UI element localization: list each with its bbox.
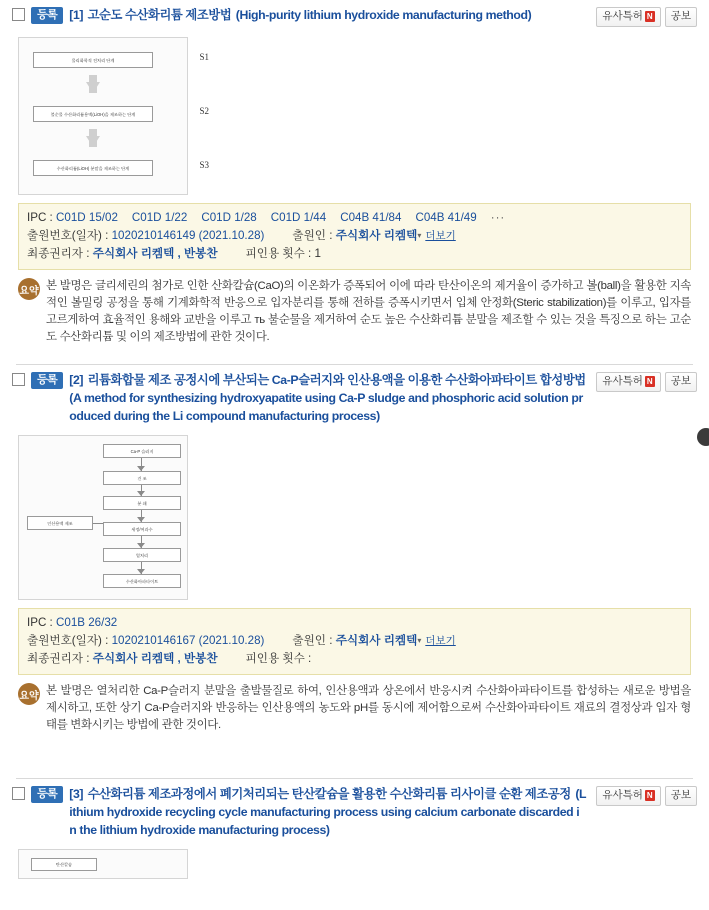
ipc-label: IPC : xyxy=(27,616,53,629)
abstract-badge: 요약 xyxy=(18,278,40,300)
figure-node: 수산화리튬(LiOH) 분말을 제조하는 단계 xyxy=(33,160,153,176)
chevron-down-icon[interactable]: ▾ xyxy=(417,231,422,240)
ipc-code[interactable]: C01B 26/32 xyxy=(56,616,118,629)
new-mark-icon: N xyxy=(646,791,653,800)
result-checkbox[interactable] xyxy=(12,373,25,386)
applicant-value[interactable]: 주식회사 리켐텍 xyxy=(335,634,418,647)
ipc-code[interactable]: C01D 1/22 xyxy=(131,211,188,224)
similar-patent-button[interactable] xyxy=(596,7,660,27)
gazette-button[interactable]: 공보 xyxy=(665,786,697,806)
status-badge: 등록 xyxy=(31,372,63,389)
applicant-label: 출원인 : xyxy=(292,634,333,647)
owner-label: 최종권리자 : xyxy=(27,652,90,665)
more-link[interactable]: 더보기 xyxy=(425,635,456,647)
result-title-en[interactable]: (High-purity lithium hydroxide manufacturing method) xyxy=(235,8,532,22)
figure-node: 열처리 xyxy=(103,548,181,562)
result-header xyxy=(8,0,701,31)
status-badge: 등록 xyxy=(31,7,63,24)
figure-arrow-icon xyxy=(86,82,100,93)
search-result-item xyxy=(0,365,709,779)
application-number-label: 출원번호(일자) : xyxy=(27,229,109,242)
application-row xyxy=(27,632,682,650)
similar-patent-label: 유사특허 xyxy=(602,789,643,801)
result-info xyxy=(18,203,691,270)
figure-node: 물리화학적 전처리 단계 xyxy=(33,52,153,68)
application-row xyxy=(27,227,682,245)
figure-node: 수산화아파타이트 xyxy=(103,574,181,588)
figure-side-node: 인산용액 제조 xyxy=(27,516,93,530)
ipc-label: IPC : xyxy=(27,211,53,224)
patent-figure[interactable] xyxy=(18,435,188,600)
figure-node: Ca-P 슬러지 xyxy=(103,444,181,458)
figure-node: 건 조 xyxy=(103,471,181,485)
abstract-text: 본 발명은 글리세린의 첨가로 인한 산화칼슘(CaO)의 이온화가 증폭되어 이에 따라 탄산이온의 제거율이 증가하고 볼(ball)을 활용한 지속적인 볼밀링 공정을 통해 기계화학적 반응으로 입자분리를 통해 전하를 증폭시키면서 입체 안정화(Steric stabilization)를 이루고, 입자를 고르게하여 효율적인 용해와 교반을 이루고 ть 불순물을 제거하여 순도 높은 수산화리튬 분말을 제조할 수 있는 것을 특징으로 하는 고순도 수산화리튬 및 이의 제조방법에 관한 것이다. xyxy=(46,280,691,343)
title-wrap xyxy=(69,371,590,425)
cited-count-value: 1 xyxy=(314,247,321,260)
gazette-button[interactable]: 공보 xyxy=(665,372,697,392)
ipc-row xyxy=(27,209,682,227)
result-index: [3] xyxy=(69,787,84,801)
similar-patent-label: 유사특허 xyxy=(602,375,643,387)
patent-figure[interactable] xyxy=(18,849,188,879)
title-wrap xyxy=(69,6,590,24)
ipc-row xyxy=(27,614,682,632)
search-result-item xyxy=(0,0,709,365)
result-header xyxy=(8,779,701,843)
ipc-more-icon[interactable]: ··· xyxy=(490,211,506,224)
owner-label: 최종권리자 : xyxy=(27,247,90,260)
figure-step-label: S1 xyxy=(199,52,209,62)
figure-connector xyxy=(93,523,103,524)
new-mark-icon: N xyxy=(646,12,653,21)
figure-node: 탄산칼슘 xyxy=(31,858,97,871)
abstract-badge: 요약 xyxy=(18,683,40,705)
application-number-value[interactable]: 1020210146167 (2021.10.28) xyxy=(111,634,265,647)
owner-row xyxy=(27,245,682,263)
gazette-button[interactable]: 공보 xyxy=(665,7,697,27)
status-badge: 등록 xyxy=(31,786,63,803)
similar-patent-button[interactable] xyxy=(596,786,660,806)
abstract-text: 본 발명은 열처리한 Ca-P슬러지 분말을 출발물질로 하여, 인산용액과 상온에서 반응시켜 수산화아파타이트를 합성하는 새로운 방법을 제시하고, 또한 상기 Ca-P슬러지와 반응하는 인산용액의 농도와 pH를 동시에 제어함으로써 수산화아파타이트 재료의 결정상과 입자 형태를 변화시키는 방법에 관한 것이다. xyxy=(46,685,691,731)
result-title-en[interactable]: (A method for synthesizing hydroxyapatite using Ca-P sludge and phosphoric acid solution produced during the Li compound manufacturing process) xyxy=(69,391,583,423)
ipc-code[interactable]: C04B 41/84 xyxy=(340,211,402,224)
figure-step-label: S3 xyxy=(199,160,209,170)
cited-count-label: 피인용 횟수 : xyxy=(245,652,312,665)
result-actions xyxy=(596,372,697,392)
similar-patent-button[interactable] xyxy=(596,372,660,392)
figure-step-label: S2 xyxy=(199,106,209,116)
cited-count-label: 피인용 횟수 : xyxy=(245,247,312,260)
abstract-block xyxy=(18,278,691,346)
result-header xyxy=(8,365,701,429)
abstract-block xyxy=(18,683,691,734)
result-title-en[interactable]: (Lithium hydroxide recycling cycle manufacturing process using calcium carbonate discarded in the lithium hydroxide manufacturing process) xyxy=(69,787,587,837)
result-actions xyxy=(596,7,697,27)
more-link[interactable]: 더보기 xyxy=(425,230,456,242)
application-number-label: 출원번호(일자) : xyxy=(27,634,109,647)
owner-row xyxy=(27,650,682,668)
figure-node: 세정/여과수 xyxy=(103,522,181,536)
search-result-item xyxy=(0,779,709,879)
ipc-code[interactable]: C01D 1/28 xyxy=(201,211,257,224)
ipc-code[interactable]: C01D 1/44 xyxy=(270,211,327,224)
owner-value[interactable]: 주식회사 리켐텍 , 반봉찬 xyxy=(92,652,218,665)
result-actions xyxy=(596,786,697,806)
figure-node: 분 쇄 xyxy=(103,496,181,510)
title-wrap xyxy=(69,785,590,839)
patent-figure[interactable] xyxy=(18,37,209,195)
result-info xyxy=(18,608,691,675)
result-title-ko[interactable]: 리튬화합물 제조 공정시에 부산되는 Ca-P슬러지와 인산용액을 이용한 수산화아파타이트 합성방법 xyxy=(87,373,586,387)
similar-patent-label: 유사특허 xyxy=(602,10,643,22)
applicant-value[interactable]: 주식회사 리켐텍 xyxy=(335,229,418,242)
result-title-ko[interactable]: 수산화리튬 제조과정에서 폐기처리되는 탄산칼슘을 활용한 수산화리튬 리사이클 순환 제조공정 xyxy=(87,787,571,801)
application-number-value[interactable]: 1020210146149 (2021.10.28) xyxy=(111,229,265,242)
result-checkbox[interactable] xyxy=(12,787,25,800)
scroll-handle[interactable] xyxy=(697,428,709,446)
figure-node: 불순물 수산화리튬용액(LiOH)을 제조하는 단계 xyxy=(33,106,153,122)
new-mark-icon: N xyxy=(646,377,653,386)
figure-arrow-icon xyxy=(86,136,100,147)
result-index: [2] xyxy=(69,373,84,387)
result-title-ko[interactable]: 고순도 수산화리튬 제조방법 xyxy=(87,8,232,22)
chevron-down-icon[interactable]: ▾ xyxy=(417,636,422,645)
result-checkbox[interactable] xyxy=(12,8,25,21)
result-index: [1] xyxy=(69,8,84,22)
ipc-code[interactable]: C04B 41/49 xyxy=(415,211,477,224)
ipc-code[interactable]: C01D 15/02 xyxy=(56,211,118,224)
owner-value[interactable]: 주식회사 리켐텍 , 반봉찬 xyxy=(92,247,218,260)
applicant-label: 출원인 : xyxy=(292,229,333,242)
